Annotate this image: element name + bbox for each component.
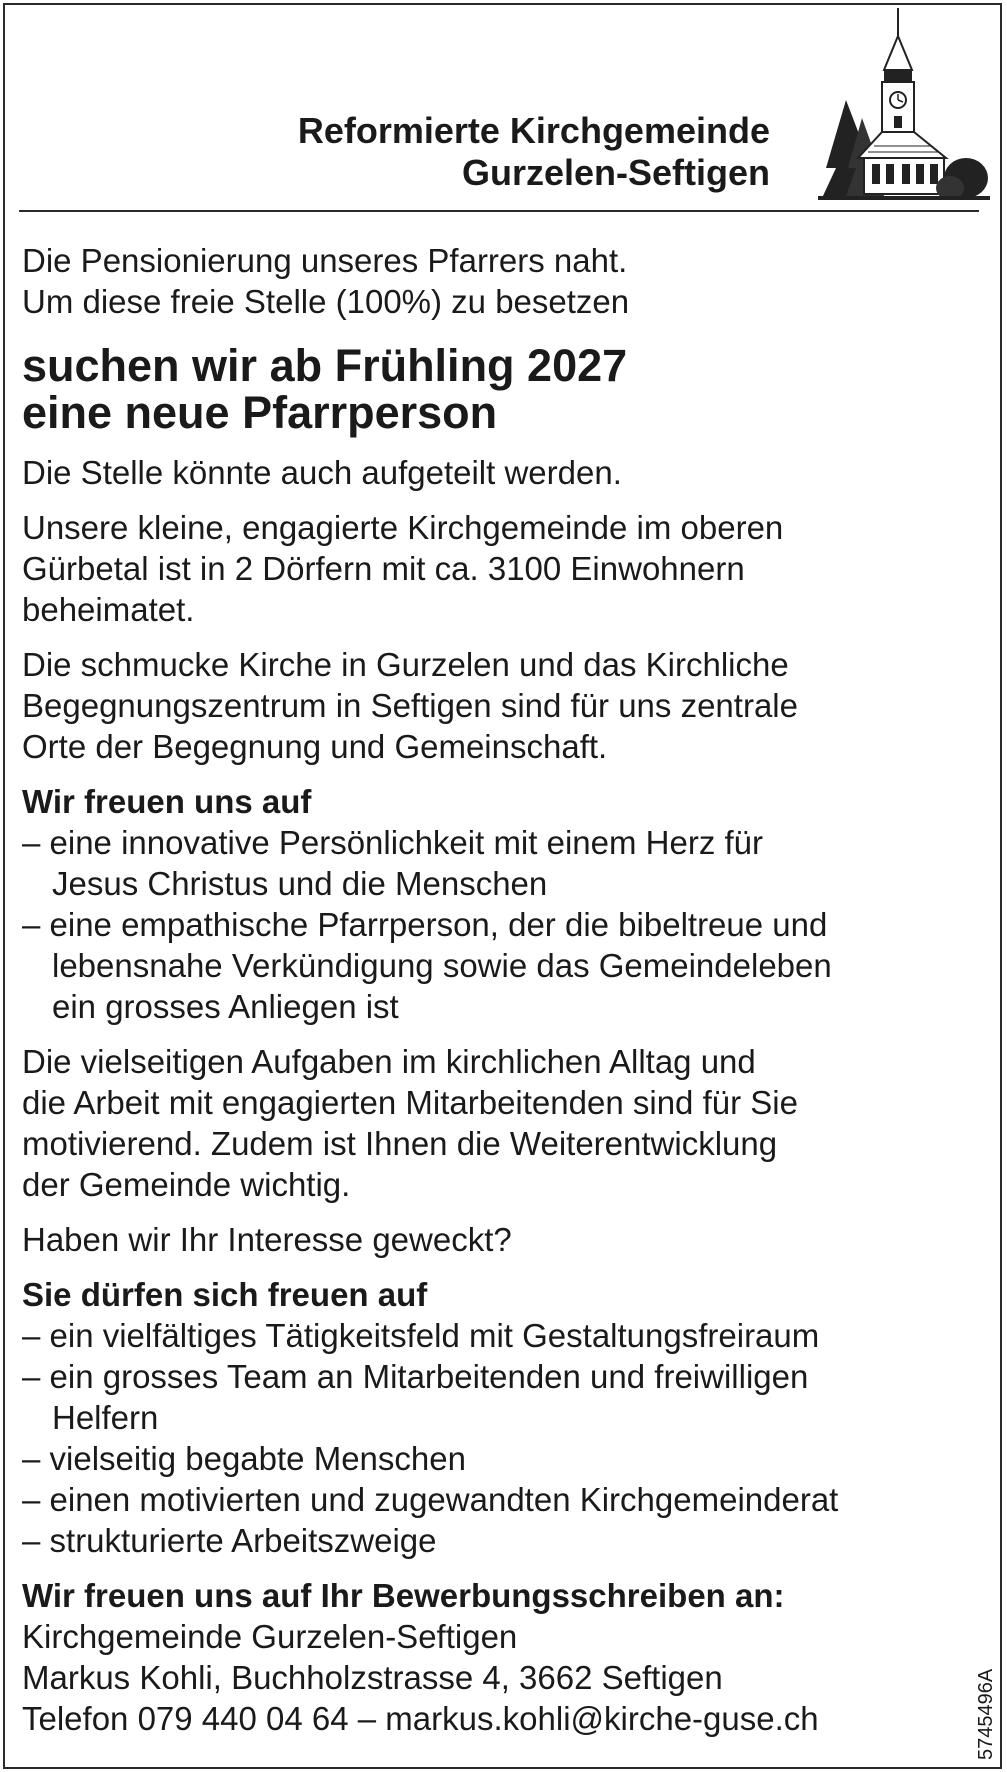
organization-title: [298, 110, 770, 194]
section-heading: Wir freuen uns auf: [22, 783, 312, 820]
interest-question: Haben wir Ihr Interesse geweckt?: [22, 1221, 512, 1258]
community-text: beheimatet.: [22, 591, 195, 628]
intro-line: Die Pensionierung unseres Pfarrers naht.: [22, 242, 628, 279]
list-item-continuation: ein grosses Anliegen ist: [52, 988, 399, 1025]
list-item: – ein vielfältiges Tätigkeitsfeld mit Gestaltungsfreiraum: [22, 1317, 820, 1354]
section-heading: Sie dürfen sich freuen auf: [22, 1276, 428, 1313]
application-org: Kirchgemeinde Gurzelen-Seftigen: [22, 1618, 518, 1655]
list-item: – einen motivierten und zugewandten Kirchgemeinderat: [22, 1481, 839, 1518]
list-item: – eine innovative Persönlichkeit mit einem Herz für: [22, 824, 764, 861]
community-text: Unsere kleine, engagierte Kirchgemeinde im oberen: [22, 509, 784, 546]
places-text: Orte der Begegnung und Gemeinschaft.: [22, 728, 608, 765]
organization-title-line2: Gurzelen-Seftigen: [461, 152, 770, 193]
ad-body: [22, 240, 982, 1739]
header-divider: [19, 210, 979, 212]
list-item: – strukturierte Arbeitszweige: [22, 1522, 437, 1559]
list-item-continuation: Jesus Christus und die Menschen: [52, 865, 548, 902]
places-text: Begegnungszentrum in Seftigen sind für uns zentrale: [22, 687, 798, 724]
list-item: – vielseitig begabte Menschen: [22, 1440, 466, 1477]
reference-code: 5745496A: [975, 1668, 997, 1760]
places-text: Die schmucke Kirche in Gurzelen und das Kirchliche: [22, 646, 789, 683]
intro-line: Um diese freie Stelle (100%) zu besetzen: [22, 283, 630, 320]
community-text: Gürbetal ist in 2 Dörfern mit ca. 3100 Einwohnern: [22, 550, 745, 587]
job-headline: [22, 342, 982, 436]
list-item: – eine empathische Pfarrperson, der die bibeltreue und: [22, 906, 828, 943]
tasks-text: der Gemeinde wichtig.: [22, 1166, 351, 1203]
job-headline-line: suchen wir ab Frühling 2027: [22, 340, 628, 391]
tasks-text: motivierend. Zudem ist Ihnen die Weiterentwicklung: [22, 1125, 778, 1162]
tasks-text: die Arbeit mit engagierten Mitarbeitenden sind für Sie: [22, 1084, 798, 1121]
organization-title-line1: Reformierte Kirchgemeinde: [297, 110, 770, 151]
tasks-text: Die vielseitigen Aufgaben im kirchlichen Alltag und: [22, 1043, 756, 1080]
application-phone-email: Telefon 079 440 04 64 – markus.kohli@kirche-guse.ch: [22, 1700, 819, 1737]
split-note: Die Stelle könnte auch aufgeteilt werden.: [22, 454, 622, 491]
list-item: – ein grosses Team an Mitarbeitenden und freiwilligen: [22, 1358, 809, 1395]
application-heading: Wir freuen uns auf Ihr Bewerbungsschreiben an:: [22, 1577, 785, 1614]
church-icon: [818, 8, 990, 206]
job-headline-line: eine neue Pfarrperson: [22, 387, 498, 438]
application-contact: Markus Kohli, Buchholzstrasse 4, 3662 Seftigen: [22, 1659, 723, 1696]
list-item-continuation: Helfern: [52, 1399, 159, 1436]
list-item-continuation: lebensnahe Verkündigung sowie das Gemeindeleben: [52, 947, 832, 984]
